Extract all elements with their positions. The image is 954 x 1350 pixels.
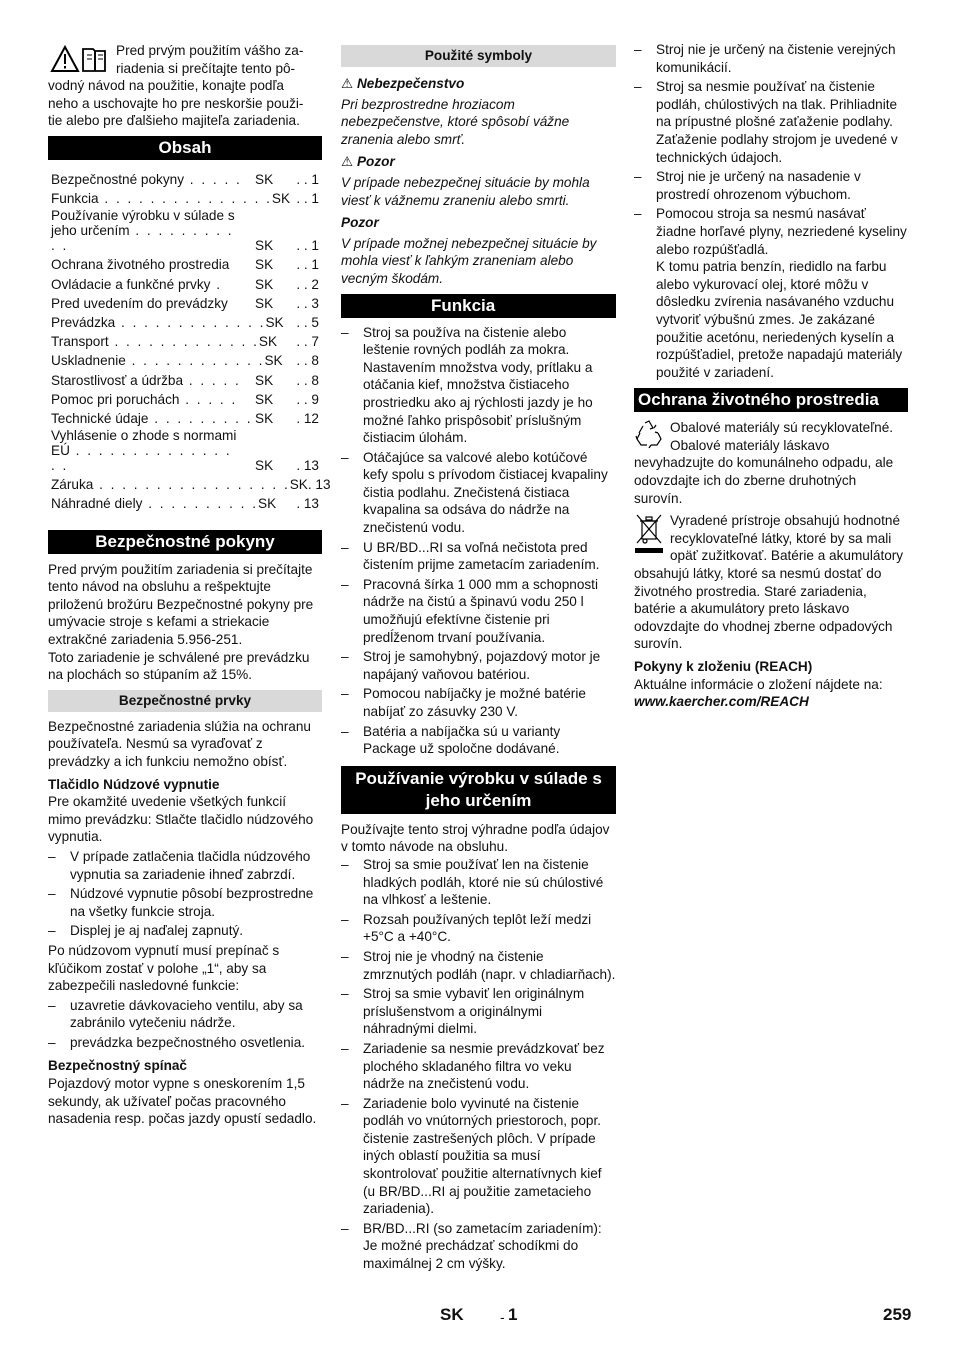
toc-row[interactable] <box>51 371 319 390</box>
intended-use-heading: Používanie výrobku v súlade s jeho určením <box>341 766 616 814</box>
toc-row[interactable] <box>51 332 319 351</box>
list-item: – uzavretie dávkovacieho ventilu, aby sa zabránilo vytečeniu nádrže. <box>48 997 322 1032</box>
toc-leader-dots: . . . . . . . . . . . . . . . . . <box>93 477 290 493</box>
toc-entry-title <box>51 390 255 409</box>
toc-page-number: . 13 <box>296 496 319 512</box>
list-item: – Rozsah používaných teplôt leží medzi +5°C a +40°C. <box>341 911 616 946</box>
list-item: – BR/BD...RI (so zametacím zariadením): Je možné prechádzať schodíkmi do maximálnej 2 cm výšky. <box>341 1220 616 1273</box>
toc-title-text: Bezpečnostné pokyny <box>51 172 185 187</box>
toc-title-text: Ochrana životného prostredia <box>51 257 230 273</box>
table-of-contents <box>51 170 331 514</box>
list-item: – prevádzka bezpečnostného osvetlenia. <box>48 1034 322 1052</box>
reach-link[interactable]: www.kaercher.com/REACH <box>634 694 809 710</box>
toc-leader-dots: . . . . . . . . . . . . . . . <box>98 191 272 207</box>
toc-row[interactable] <box>51 255 319 274</box>
caution-label: Pozor <box>341 215 379 231</box>
weee-text: Vyradené prístroje obsahujú hodnotné recyklovateľné látky, ktoré by sa mali opäť zužitkovať. Batérie a akumulátory obsahujú látky, ktoré sa nesmú dostať do životného prostredia. Staré zariadenia, batérie a akumulátory preto láskavo odovzdajte do vhodnej zberne odpadových surovín. <box>634 513 904 652</box>
toc-language: SK <box>255 276 274 292</box>
toc-entry-title <box>51 494 258 513</box>
safety-paragraph-1: Pred prvým použitím zariadenia si prečítajte tento návod na obsluhu a rešpektujte priloženú brožúru Bezpečnostné pokyny pre umývacie stroje s kefami a striekacie extrakčné zariadenia 5.956-251. <box>48 561 314 648</box>
toc-title-text: Starostlivosť a údržba <box>51 372 184 388</box>
switch-heading: Bezpečnostný spínač <box>48 1058 187 1074</box>
environment-heading: Ochrana životného prostredia <box>634 388 908 412</box>
recycle-icon <box>634 419 664 454</box>
toc-language: SK <box>271 191 291 207</box>
toc-title-text: Ovládacie a funkčné prvky <box>51 276 211 292</box>
toc-page-number: . 12 <box>296 411 319 427</box>
list-item: – Pracovná šírka 1 000 mm a schopnosti nádrže na čistú a špinavú vodu 250 l umožňujú efektívne čistenie pri predĺženom trvaní používania. <box>341 576 616 646</box>
toc-title-text: Prevádzka <box>51 315 116 331</box>
toc-leader-dots: . . . . . . . . . . . . . <box>108 334 259 350</box>
switch-paragraph: Pojazdový motor vypne s oneskorením 1,5 sekundy, ak užívateľ počas pracovného nasadenia resp. počas jazdy opustí sedadlo. <box>48 1076 317 1127</box>
list-item: – Stroj nie je určený na nasadenie v prostredí ohrozenom výbuchom. <box>634 168 908 203</box>
intro-line-3: vodný návod na použitie, konajte podľa <box>48 78 284 94</box>
warning-book-icon <box>51 45 109 78</box>
toc-row[interactable] <box>51 275 319 294</box>
warning-label-text: Pozor <box>356 154 395 170</box>
toc-entry-title <box>51 475 290 494</box>
toc-title-text: Pred uvedením do prevádzky <box>51 295 228 311</box>
toc-entry-title <box>51 332 259 351</box>
estop-heading: Tlačidlo Núdzové vypnutie <box>48 776 220 792</box>
toc-row[interactable] <box>51 409 319 428</box>
list-item: – Stroj nie je určený na čistenie verejných komunikácií. <box>634 41 908 76</box>
toc-row[interactable] <box>51 170 319 189</box>
list-item: – Pomocou stroja sa nesmú nasávať žiadne horľavé plyny, nezriedené kyseliny alebo rozpúšťadlá. <box>634 205 908 258</box>
toc-page-number: . . 1 <box>296 257 319 273</box>
intro-line-1: Pred prvým použitím vášho za- <box>116 43 304 58</box>
list-item: – Displej je aj naďalej zapnutý. <box>48 922 322 940</box>
list-item: – Stroj sa nesmie používať na čistenie podláh, chúlostivých na tlak. Prihliadnite na prípustné plošné zaťaženie podlahy. Zaťaženie podlahy strojom je uvedené v technických údajoch. <box>634 78 908 166</box>
toc-title-text: Náhradné diely <box>51 496 143 512</box>
toc-title-text: Technické údaje <box>51 411 149 427</box>
weee-block <box>634 512 908 653</box>
list-item: – Núdzové vypnutie pôsobí bezprostredne na všetky funkcie stroja. <box>48 885 322 920</box>
estop-paragraph: Pre okamžité uvedenie všetkých funkcií mimo prevádzku: Stlačte tlačidlo núdzového vypnutia. <box>48 794 314 845</box>
toc-title-text: Funkcia <box>51 191 99 207</box>
toc-row[interactable] <box>51 475 331 494</box>
function-heading: Funkcia <box>341 294 616 318</box>
list-item: – Pomocou nabíjačky je možné batérie nabíjať zo zásuvky 230 V. <box>341 685 616 720</box>
toc-language: SK <box>255 238 274 254</box>
toc-entry-title <box>51 170 255 189</box>
toc-language: SK <box>255 411 274 427</box>
intended-use-list-continued <box>634 41 908 258</box>
toc-title-text: Záruka <box>51 477 94 493</box>
danger-label <box>341 75 616 93</box>
toc-leader-dots: . . . . . <box>184 172 242 187</box>
list-item: – Stroj sa smie používať len na čistenie hladkých podláh, ktoré nie sú chúlostivé na vlhkosť a leštenie. <box>341 856 616 909</box>
toc-entry-title <box>51 351 264 370</box>
safety-paragraph-2: Toto zariadenie je schválené pre prevádzku na plochách so stúpaním až 15%. <box>48 649 310 683</box>
list-item: – Otáčajúce sa valcové alebo kotúčové kefy spolu s prívodom čistiacej kvapaliny čistia podlahu. Znečistená čistiaca kvapalina sa odsáva do nádrže na znečistenú vodu. <box>341 449 616 537</box>
recycle-text: Obalové materiály sú recyklovateľné. Obalové materiály láskavo nevyhadzujte do komunálneho odpadu, ale odovzdajte ich do zberne druhotných surovín. <box>634 420 894 506</box>
safety-devices-paragraph: Bezpečnostné zariadenia slúžia na ochranu používateľa. Nesmú sa vyraďovať z prevádzky a ich funkciu nemožno obísť. <box>48 718 311 769</box>
toc-page-number: . . 3 <box>296 295 319 311</box>
safety-heading: Bezpečnostné pokyny <box>48 530 322 554</box>
intro-line-2: riadenia si prečítajte tento pô- <box>116 60 296 76</box>
list-item: – V prípade zatlačenia tlačidla núdzového vypnutia sa zariadenie ihneď zabrzdí. <box>48 848 322 883</box>
list-item: – Stroj nie je vhodný na čistenie zmrznutých podláh (napr. v chladiarňach). <box>341 948 616 983</box>
toc-entry-title <box>51 428 241 475</box>
toc-page-number: . . 9 <box>296 391 319 407</box>
toc-page-number: . . 1 <box>296 238 319 254</box>
toc-row[interactable] <box>51 189 319 208</box>
footer-lang: SK <box>440 1305 464 1324</box>
toc-entry-title <box>51 294 255 313</box>
toc-leader-dots: . . . . . . . . . . . . . <box>115 315 266 331</box>
list-item: – Stroj sa používa na čistenie alebo leštenie rovných podláh za mokra. Nastavením množstva vody, prítlaku a otáčania kief, množstva čistiaceho prostriedku ako aj rýchlosti jazdy je ho možné ľahko prispôsobiť príslušným čistiacim úlohám. <box>341 324 616 447</box>
toc-language: SK <box>264 353 283 369</box>
toc-leader-dots: . . . . . <box>179 391 238 407</box>
toc-row[interactable] <box>51 494 319 513</box>
intended-use-paragraph: Používajte tento stroj výhradne podľa údajov v tomto návode na obsluhu. <box>341 821 610 855</box>
symbols-heading: Použité symboly <box>341 45 616 67</box>
reach-heading: Pokyny k zloženiu (REACH) <box>634 659 813 674</box>
toc-title-text: Transport <box>51 334 109 350</box>
toc-row[interactable] <box>51 313 319 332</box>
toc-entry-title <box>51 189 272 208</box>
toc-language: SK <box>255 257 274 273</box>
intro-line-5: tie alebo pre ďalšieho majiteľa zariadenia. <box>48 113 300 129</box>
toc-language: SK <box>255 295 274 311</box>
toc-title-text: Vyhlásenie o zhode s normami EÚ <box>51 428 237 459</box>
page-number: 259 <box>883 1305 912 1324</box>
list-item: – Stroj sa smie vybaviť len originálnym príslušenstvom a originálnymi náhradnými dielmi. <box>341 985 616 1038</box>
estop-paragraph-2: Po núdzovom vypnutí musí prepínač s kľúčikom zostať v polohe „1“, aby sa zabezpečili nasledovné funkcie: <box>48 942 280 994</box>
danger-label-text: Nebezpečenstvo <box>356 76 465 91</box>
crossed-bin-icon <box>634 512 664 561</box>
toc-leader-dots: . . . . . . . . . . . <box>51 223 234 254</box>
toc-row[interactable] <box>51 351 319 370</box>
toc-language: SK <box>255 372 274 388</box>
warning-text: V prípade nebezpečnej situácie by mohla viesť k vážnemu zraneniu alebo smrti. <box>341 174 590 208</box>
toc-page-number: . . 8 <box>296 353 319 369</box>
toc-title-text: Používanie výrobku v súlade s jeho určením <box>51 208 235 239</box>
caution-text: V prípade možnej nebezpečnej situácie by mohla viesť k ľahkým zraneniam alebo vecným škodám. <box>341 235 597 286</box>
column-left <box>48 42 331 1128</box>
toc-heading: Obsah <box>48 136 322 160</box>
toc-title-text: Uskladnenie <box>51 353 126 369</box>
danger-text: Pri bezprostredne hroziacom nebezpečenstve, ktoré spôsobí vážne zranenia alebo smrť. <box>341 96 570 147</box>
toc-page-number: . . 5 <box>296 315 319 331</box>
toc-page-number: . 13 <box>296 458 319 474</box>
toc-entry-title <box>51 255 255 274</box>
list-item: – U BR/BD...RI sa voľná nečistota pred čistením prijme zametacím zariadením. <box>341 539 616 574</box>
toc-language: SK <box>258 496 277 512</box>
toc-page-number: . . 2 <box>296 276 319 292</box>
toc-page-number: . . 7 <box>296 334 319 350</box>
footer-number: 1 <box>508 1305 518 1324</box>
toc-page-number: . 13 <box>307 477 331 493</box>
toc-language: SK <box>258 334 278 350</box>
toc-row[interactable] <box>51 208 319 255</box>
column-right <box>634 41 908 711</box>
toc-leader-dots: . <box>210 276 222 292</box>
function-list <box>341 324 616 758</box>
toc-entry-title <box>51 409 255 428</box>
toc-entry-title <box>51 371 255 390</box>
reach-text: Aktuálne informácie o zložení nájdete na: <box>634 676 883 692</box>
list-item: – Zariadenie bolo vyvinuté na čistenie podláh vo vnútorných priestoroch, popr. čistenie zastrešených plôch. V prípade iných oblastí použitia sa musí skontrolovať použitie alternatívnych kief (u BR/BD...RI aj použitie zametacieho zariadenia). <box>341 1095 616 1218</box>
toc-row[interactable] <box>51 428 319 475</box>
estop-list <box>48 848 322 940</box>
toc-leader-dots: . . . . . . . . . <box>148 411 253 427</box>
toc-language: SK <box>265 315 284 331</box>
toc-language: SK <box>255 391 274 407</box>
toc-row[interactable] <box>51 390 319 409</box>
warning-label <box>341 153 616 171</box>
intro-block <box>48 42 322 136</box>
list-item: – Zariadenie sa nesmie prevádzkovať bez plochého skladaného filtra vo veku nádrže na znečistenú vodu. <box>341 1040 616 1093</box>
toc-leader-dots: . . . . . <box>183 372 241 388</box>
toc-title-text: Pomoc pri poruchách <box>51 391 180 407</box>
list-item: – Batéria a nabíjačka sú u varianty Package už spoločne dodávané. <box>341 723 616 758</box>
intro-line-4: neho a uschovajte ho pre neskoršie použi- <box>48 95 304 111</box>
toc-leader-dots: . . . . . . . . . . <box>142 496 258 512</box>
toc-entry-title <box>51 208 241 255</box>
toc-entry-title <box>51 275 255 294</box>
toc-language: SK <box>255 172 274 187</box>
toc-language: SK <box>289 477 308 493</box>
toc-page-number: . . 1 <box>296 172 319 187</box>
recycle-block <box>634 419 908 507</box>
warning-triangle-icon: ⚠ <box>341 76 354 91</box>
toc-leader-dots: . . . . . . . . . . . . . . . . <box>51 443 232 474</box>
intended-use-list <box>341 856 616 1273</box>
toc-page-number: . . 8 <box>296 372 319 388</box>
toc-language: SK <box>255 458 274 474</box>
toc-row[interactable] <box>51 294 319 313</box>
toc-leader-dots: . . . . . . . . . . . . <box>125 353 265 369</box>
estop-list-2 <box>48 997 322 1052</box>
column-middle <box>341 45 616 1273</box>
intended-use-continuation: K tomu patria benzín, riedidlo na farbu alebo vykurovací olej, ktoré môžu v dôsledku zvírenia nasávaného vzduchu vytvoriť výbušnú zmes. Je zakázané použitie acetónu, neriedených kyselín a rozpúšťadiel, pretože napadajú materiály použité v zariadení. <box>656 259 903 380</box>
toc-page-number: . . 1 <box>296 191 319 207</box>
list-item: – Stroj je samohybný, pojazdový motor je napájaný vaňovou batériou. <box>341 648 616 683</box>
warning-triangle-icon: ⚠ <box>341 154 354 170</box>
toc-entry-title <box>51 313 265 332</box>
footer-dash: - <box>500 1309 505 1325</box>
safety-devices-heading: Bezpečnostné prvky <box>48 690 322 712</box>
